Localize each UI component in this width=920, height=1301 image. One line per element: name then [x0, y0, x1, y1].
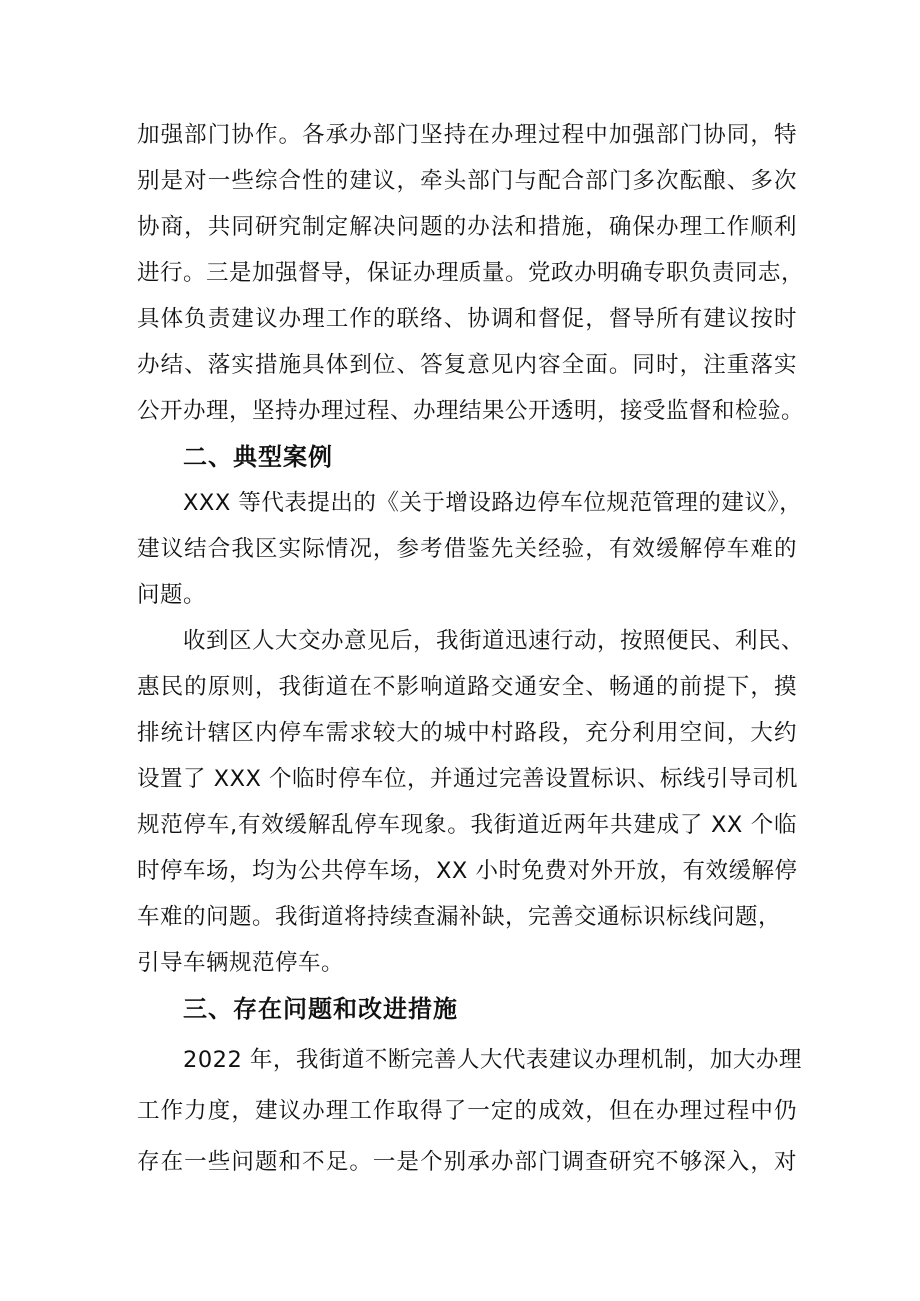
text-line: 建议结合我区实际情况，参考借鉴先关经验，有效缓解停车难的 — [137, 536, 797, 562]
text-line: 排统计辖区内停车需求较大的城中村路段，充分利用空间，大约 — [137, 720, 797, 746]
text-line: 别是对一些综合性的建议，牵头部门与配合部门多次酝酿、多次 — [137, 168, 797, 194]
section-heading-typical-cases: 二、典型案例 — [183, 443, 333, 471]
text-line: 规范停车,有效缓解乱停车现象。我街道近两年共建成了 XX 个临 — [137, 812, 797, 838]
text-line: 2022 年，我街道不断完善人大代表建议办理机制，加大办理 — [183, 1047, 802, 1073]
text-line: 公开办理，坚持办理过程、办理结果公开透明，接受监督和检验。 — [137, 398, 805, 424]
text-line: 设置了 XXX 个临时停车位，并通过完善设置标识、标线引导司机 — [137, 766, 799, 792]
section-heading-problems-improvements: 三、存在问题和改进措施 — [183, 995, 458, 1023]
text-line: 收到区人大交办意见后，我街道迅速行动，按照便民、利民、 — [183, 628, 805, 654]
text-line: 具体负责建议办理工作的联络、协调和督促，督导所有建议按时 — [137, 306, 797, 332]
text-line: 协商，共同研究制定解决问题的办法和措施，确保办理工作顺利 — [137, 214, 797, 240]
text-line: 进行。三是加强督导，保证办理质量。党政办明确专职负责同志， — [137, 260, 805, 286]
text-line: 惠民的原则，我街道在不影响道路交通安全、畅通的前提下，摸 — [137, 674, 797, 700]
text-line: 时停车场，均为公共停车场，XX 小时免费对外开放，有效缓解停 — [137, 858, 798, 884]
text-line: 车难的问题。我街道将持续查漏补缺，完善交通标识标线问题， — [137, 904, 782, 930]
text-line: 办结、落实措施具体到位、答复意见内容全面。同时，注重落实 — [137, 352, 797, 378]
text-line: 存在一些问题和不足。一是个别承办部门调查研究不够深入，对 — [137, 1149, 797, 1175]
text-line: 引导车辆规范停车。 — [137, 950, 345, 976]
text-line: XXX 等代表提出的《关于增设路边停车位规范管理的建议》， — [183, 490, 803, 516]
text-line: 工作力度，建议办理工作取得了一定的成效，但在办理过程中仍 — [137, 1098, 797, 1124]
text-line: 加强部门协作。各承办部门坚持在办理过程中加强部门协同，特 — [137, 122, 797, 148]
text-line: 问题。 — [137, 582, 207, 608]
